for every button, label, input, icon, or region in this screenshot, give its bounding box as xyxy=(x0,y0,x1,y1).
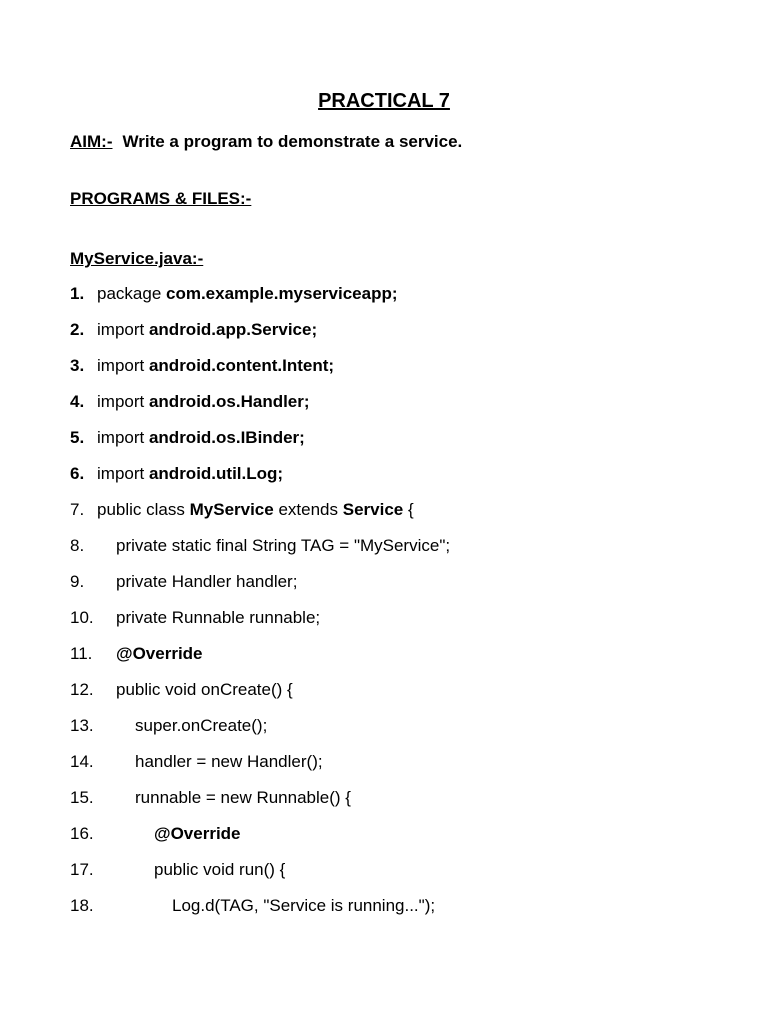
code-line xyxy=(70,426,305,450)
line-number: 8. xyxy=(70,536,85,555)
code-line xyxy=(70,786,351,810)
line-number: 14. xyxy=(70,752,94,771)
line-number: 4. xyxy=(70,392,85,411)
code-keyword: import xyxy=(97,464,149,483)
line-number: 12. xyxy=(70,680,94,699)
code-text: runnable = new Runnable() { xyxy=(135,788,351,807)
line-number: 13. xyxy=(70,716,94,735)
code-line xyxy=(70,642,203,666)
code-line xyxy=(70,498,414,522)
code-line xyxy=(70,750,323,774)
code-text: handler = new Handler(); xyxy=(135,752,323,771)
code-line xyxy=(70,282,398,306)
line-number: 18. xyxy=(70,896,94,915)
code-keyword: import xyxy=(97,320,149,339)
line-number: 11. xyxy=(70,644,93,663)
line-number: 7. xyxy=(70,500,85,519)
code-line xyxy=(70,534,450,558)
code-line xyxy=(70,390,310,414)
aim-label: AIM:- xyxy=(70,132,113,151)
code-text: public void run() { xyxy=(154,860,286,879)
page-title: PRACTICAL 7 xyxy=(318,90,450,112)
code-annotation: @Override xyxy=(154,824,241,843)
aim-text: Write a program to demonstrate a service. xyxy=(122,132,463,151)
superclass-name: Service xyxy=(342,500,404,519)
line-number: 1. xyxy=(70,284,85,303)
aim-line xyxy=(70,131,462,153)
code-line xyxy=(70,858,285,882)
code-identifier: android.os.IBinder; xyxy=(148,428,305,447)
programs-heading: PROGRAMS & FILES:- xyxy=(70,189,252,208)
code-keyword: public class xyxy=(97,500,190,519)
code-line xyxy=(70,570,297,594)
line-number: 15. xyxy=(70,788,94,807)
code-identifier: com.example.myserviceapp; xyxy=(166,284,398,303)
code-line xyxy=(70,462,283,486)
file-heading: MyService.java:- xyxy=(70,249,204,268)
code-keyword: extends xyxy=(273,500,343,519)
code-identifier: android.os.Handler; xyxy=(148,392,310,411)
code-keyword: import xyxy=(97,356,149,375)
code-annotation: @Override xyxy=(116,644,203,663)
code-identifier: android.app.Service; xyxy=(148,320,318,339)
line-number: 17. xyxy=(70,860,94,879)
code-brace: { xyxy=(403,500,414,519)
code-line xyxy=(70,678,293,702)
code-text: Log.d(TAG, "Service is running..."); xyxy=(172,896,436,915)
code-keyword: import xyxy=(97,392,149,411)
code-line xyxy=(70,714,267,738)
code-text: private Handler handler; xyxy=(116,572,298,591)
code-text: super.onCreate(); xyxy=(135,716,268,735)
code-line xyxy=(70,354,334,378)
code-text: public void onCreate() { xyxy=(116,680,293,699)
code-line xyxy=(70,894,435,918)
line-number: 6. xyxy=(70,464,85,483)
line-number: 2. xyxy=(70,320,85,339)
code-line xyxy=(70,318,317,342)
line-number: 10. xyxy=(70,608,94,627)
code-identifier: android.content.Intent; xyxy=(148,356,335,375)
line-number: 5. xyxy=(70,428,85,447)
code-text: private static final String TAG = "MyService"; xyxy=(116,536,451,555)
code-keyword: import xyxy=(97,428,149,447)
line-number: 3. xyxy=(70,356,85,375)
class-name: MyService xyxy=(189,500,274,519)
code-line xyxy=(70,606,320,630)
code-identifier: android.util.Log; xyxy=(148,464,284,483)
code-keyword: package xyxy=(97,284,166,303)
code-text: private Runnable runnable; xyxy=(116,608,321,627)
line-number: 16. xyxy=(70,824,94,843)
line-number: 9. xyxy=(70,572,85,591)
code-line xyxy=(70,822,241,846)
